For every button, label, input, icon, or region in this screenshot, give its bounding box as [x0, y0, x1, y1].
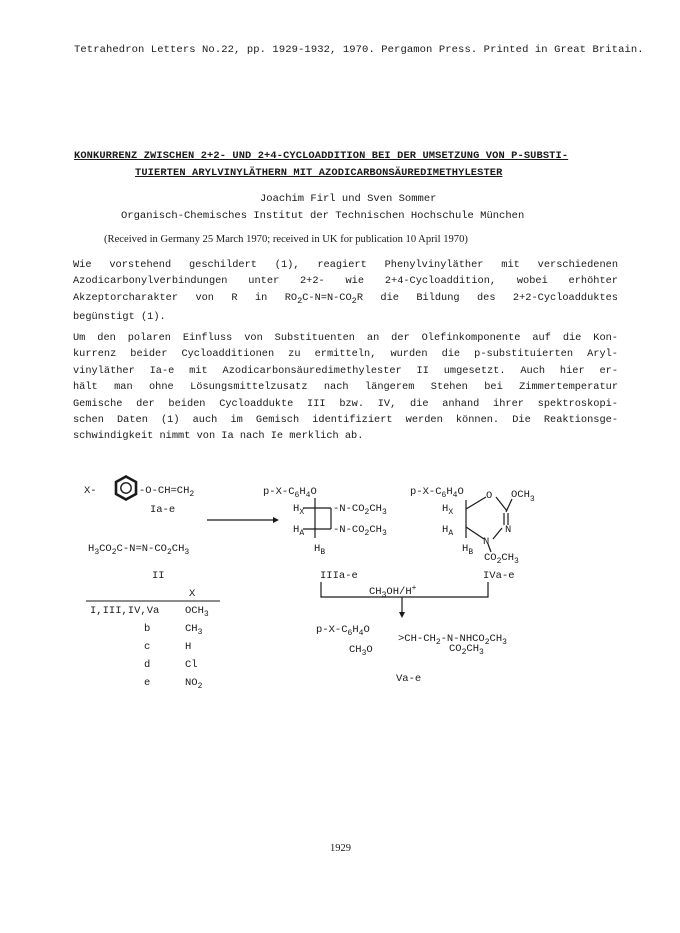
iii-h3: H: [314, 543, 321, 555]
reactant-sub2: 2: [189, 490, 195, 499]
p1-sub-2b: 2: [351, 295, 357, 306]
iii-sub-x: X: [299, 508, 305, 517]
down-arrow-icon: [399, 612, 405, 618]
iii-ester-d: CH: [369, 524, 382, 536]
iii-sub3a: 3: [381, 508, 387, 517]
v-sub2a: 2: [435, 638, 441, 647]
p1-line-4: begünstigt (1).: [73, 311, 166, 324]
iv-och: OCH: [511, 489, 530, 501]
v-ch: CH: [349, 644, 362, 656]
v-co2ch3: [449, 643, 484, 657]
p1-line-3a: Akzeptorcharakter von R in RO: [73, 291, 298, 304]
iv-och3: [511, 489, 535, 504]
row-value: OCH: [185, 605, 204, 617]
v-sub2b: 2: [484, 638, 490, 647]
iii-ester-b: CH: [369, 503, 382, 515]
iii-hb: [314, 543, 325, 557]
iv-hx: [442, 503, 453, 517]
table-row-label: d: [144, 659, 151, 671]
table-row-value: [185, 677, 203, 691]
table-header-x: X: [189, 588, 196, 600]
azo-sub2b: 2: [166, 548, 172, 557]
iv-sub4: 4: [452, 491, 458, 500]
v-chain-a: >CH-CH: [398, 633, 436, 645]
v-aryl-b: H: [352, 624, 359, 636]
iv-h: H: [442, 503, 449, 515]
row-sub: 3: [197, 628, 203, 637]
iii-hx: [293, 503, 304, 517]
table-row-label: e: [144, 677, 151, 689]
label-ii: II: [152, 570, 165, 582]
p2-line-7: schwindigkeit nimmt von Ia nach Ie merklich ab.: [73, 430, 364, 443]
v-ch2: CH: [466, 643, 480, 655]
iii-aryl-oxy: [263, 486, 317, 500]
iii-sub2b: 2: [364, 529, 370, 538]
iv-ring-n2: N: [483, 536, 490, 548]
title-line-1: KONKURRENZ ZWISCHEN 2+2- UND 2+4-CYCLOADDITION BEI DER UMSETZUNG VON P-SUBSTI-: [74, 150, 569, 162]
label-ia-e: Ia-e: [150, 504, 176, 516]
iv-aryl-a: p-X-C: [410, 486, 442, 498]
v-sub3b: 3: [361, 649, 367, 658]
iv-sub6: 6: [441, 491, 447, 500]
p2-line-4: hält man ohne Lösungsmittelzusatz nach längerem Stehen bei Zimmertemperatur: [73, 381, 618, 394]
p1-sub-2a: 2: [297, 295, 303, 306]
iv-h2: H: [442, 524, 449, 536]
p2-line-3: vinyläther Ia-e mit Azodicarbonsäuredimethylester II umgesetzt. Auch hier er-: [73, 364, 618, 377]
meoh-plus: +: [411, 584, 417, 593]
table-row-label: c: [144, 641, 151, 653]
reactant-suffix: -O-CH=CH: [139, 485, 190, 497]
institution: Organisch-Chemisches Institut der Technischen Hochschule München: [121, 210, 525, 222]
table-row-value: H: [185, 641, 192, 653]
iii-ester-2: [333, 524, 387, 538]
iv-sub-b: B: [468, 548, 474, 557]
iv-sub-a: A: [448, 529, 454, 538]
iv-ring-o: O: [486, 490, 493, 502]
table-row-value: [185, 605, 209, 619]
row-value: CH: [185, 623, 198, 635]
table-row-value: [185, 623, 203, 637]
iii-sub3b: 3: [381, 529, 387, 538]
azo-sub3: 3: [94, 548, 100, 557]
iii-aryl-c: O: [310, 486, 317, 498]
v-sub4: 4: [358, 629, 364, 638]
iii-sub-b: B: [320, 548, 326, 557]
azo-c: C-N=N-CO: [116, 543, 167, 555]
label-iva-e: IVa-e: [483, 570, 515, 582]
iv-aryl-b: H: [446, 486, 453, 498]
journal-header: Tetrahedron Letters No.22, pp. 1929-1932, 1970. Pergamon Press. Printed in Great Britain.: [74, 44, 644, 56]
iv-sub3b: 3: [514, 557, 519, 566]
iii-h: H: [293, 503, 300, 515]
p2-line-1: Um den polaren Einfluss von Substituenten an der Olefinkomponente auf die Kon-: [73, 332, 618, 344]
p2-line-5: Gemische der beiden Cycloaddukte III bzw. IV, die anhand ihrer spektroskopi-: [73, 397, 618, 410]
meoh-b: OH/H: [386, 586, 412, 598]
iv-co: CO: [484, 552, 497, 564]
iii-sub-a: A: [299, 529, 305, 538]
v-aryl-a: p-X-C: [316, 624, 348, 636]
authors: Joachim Firl und Sven Sommer: [260, 193, 437, 205]
row-value: NO: [185, 677, 198, 689]
label-iiia-e: IIIa-e: [320, 570, 358, 582]
diazetidine-ring-icon: [303, 498, 331, 538]
v-chain-c: CH: [489, 633, 503, 645]
iv-h3: H: [462, 543, 469, 555]
iv-aryl-oxy: [410, 486, 464, 500]
iv-sub3: 3: [529, 495, 535, 504]
p2-line-2: kurrenz beider Cycloadditionen zu ermitteln, wurden die p-substituierten Aryl-: [73, 348, 618, 361]
v-aryl-c: O: [363, 624, 370, 636]
iii-aryl-a: p-X-C: [263, 486, 295, 498]
iv-ch: CH: [501, 552, 515, 564]
table-row-value: Cl: [185, 659, 198, 671]
p1-line-3c: R die Bildung des 2+2-Cycloadduktes: [356, 291, 618, 304]
v-o: O: [366, 644, 373, 656]
azo-a: H: [88, 543, 95, 555]
v-co: CO: [449, 643, 462, 655]
p1-line-3b: C-N=N-CO: [302, 291, 352, 304]
received-dates: (Received in Germany 25 March 1970; received in UK for publication 10 April 1970): [104, 234, 468, 245]
p2-line-6: schen Daten (1) auch im Gemisch identifiziert werden können. Die Reaktionsge-: [73, 414, 618, 427]
azo-sub2a: 2: [111, 548, 117, 557]
v-sub3a: 3: [502, 638, 507, 647]
p1-line-1: Wie vorstehend geschildert (1), reagiert Phenylvinyläther mit verschiedenen: [73, 259, 618, 271]
iii-ha: [293, 524, 304, 538]
p1-line-2: Azodicarbonylverbindungen unter 2+2- wie 2+4-Cycloaddition, wobei erhöhter: [73, 275, 618, 288]
benzene-ring-icon: [116, 477, 136, 500]
v-aryl-oxy: [316, 624, 370, 638]
table-row-label: I,III,IV,Va: [90, 605, 160, 617]
iv-hb: [462, 543, 473, 557]
azo-sub3b: 3: [184, 548, 190, 557]
title-line-2: TUIERTEN ARYLVINYLÄTHERN MIT AZODICARBONSÄUREDIMETHYLESTER: [135, 167, 503, 179]
reactant-vinyl-ether: [139, 485, 194, 499]
row-sub: 2: [197, 682, 203, 691]
iii-ester-c: -N-CO: [333, 524, 365, 536]
substituent-table: [90, 605, 209, 691]
row-sub: 3: [203, 610, 209, 619]
iii-sub2a: 2: [364, 508, 370, 517]
reactant-x-prefix: X-: [84, 485, 97, 497]
iv-sub2: 2: [496, 557, 502, 566]
iv-co2ch3: [484, 552, 519, 566]
v-chain-b: -N-NHCO: [440, 633, 485, 645]
page-number: 1929: [330, 843, 351, 854]
methanol-acid: [369, 584, 417, 600]
label-va-e: Va-e: [396, 673, 422, 685]
iii-ester-a: -N-CO: [333, 503, 365, 515]
v-sub3c: 3: [479, 648, 484, 657]
iv-sub-x: X: [448, 508, 454, 517]
iv-ring-n: N: [505, 524, 512, 536]
iv-aryl-c: O: [457, 486, 464, 498]
reagent-azo-ester: [88, 543, 189, 557]
meoh-sub3: 3: [381, 591, 387, 600]
iii-sub4: 4: [305, 491, 311, 500]
meoh-a: CH: [369, 586, 382, 598]
table-row-label: b: [144, 623, 151, 635]
iii-ester-1: [333, 503, 387, 517]
v-sub6: 6: [347, 629, 353, 638]
v-ch3o: [349, 644, 373, 658]
iii-sub6: 6: [294, 491, 300, 500]
iii-h2: H: [293, 524, 300, 536]
reaction-arrow-icon: [207, 517, 279, 523]
azo-d: CH: [171, 543, 185, 555]
v-sub2c: 2: [461, 648, 467, 657]
azo-b: CO: [99, 543, 112, 555]
iv-ha: [442, 524, 453, 538]
iii-aryl-b: H: [299, 486, 306, 498]
